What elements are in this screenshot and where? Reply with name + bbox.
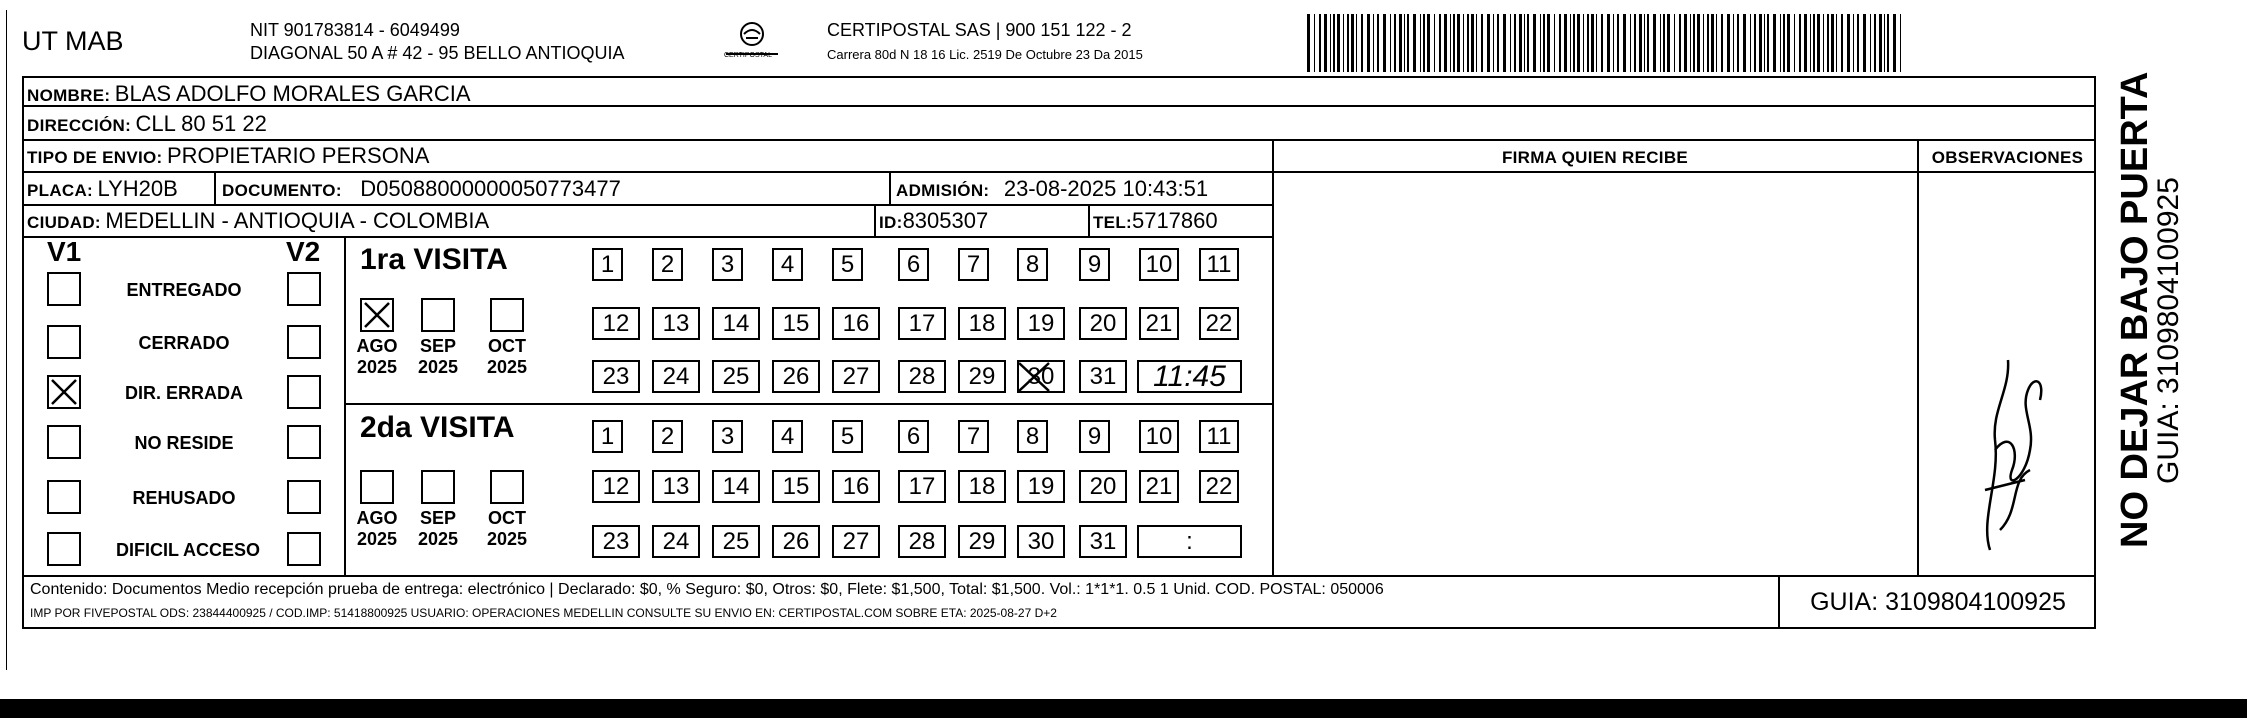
company-address: DIAGONAL 50 A # 42 - 95 BELLO ANTIOQUIA — [250, 43, 625, 63]
visit2-day-box[interactable]: 7 — [958, 420, 989, 453]
status-label: DIFICIL ACCESO — [115, 540, 260, 560]
visit1-day-box[interactable]: 22 — [1199, 307, 1239, 340]
visit2-month-label: SEP 2025 — [417, 508, 459, 549]
visit2-day-box[interactable]: 31 — [1079, 525, 1127, 558]
side-no-dejar: NO DEJAR BAJO PUERTA — [2114, 71, 2156, 548]
v1-checkbox[interactable] — [47, 425, 81, 459]
ciudad-label: CIUDAD: — [27, 213, 101, 232]
visit2-day-box[interactable]: 15 — [772, 470, 820, 503]
visit1-day-box[interactable]: 6 — [898, 248, 929, 281]
visit1-day-box[interactable]: 26 — [772, 360, 820, 393]
visit2-day-box[interactable]: 26 — [772, 525, 820, 558]
admision-value: 23-08-2025 10:43:51 — [1003, 176, 1209, 201]
v1-header: V1 — [47, 236, 82, 267]
footer-contenido: Contenido: Documentos Medio recepción prueba de entrega: electrónico | Declarado: $0, % Seguro: $0, Otros: $0, Flete: $1,500, Total: $1,500. Vol.: 1*1*1. 0.5 1 Unid. COD. POSTAL: 050006 — [30, 581, 1384, 598]
visit1-day-box[interactable]: 12 — [592, 307, 640, 340]
visit1-day-box[interactable]: 13 — [652, 307, 700, 340]
nombre-label: NOMBRE: — [27, 86, 111, 105]
visit2-month-box[interactable] — [360, 470, 394, 504]
recipient-signature — [1950, 330, 2060, 560]
visit2-day-box[interactable]: 18 — [958, 470, 1006, 503]
visit2-day-box[interactable]: 14 — [712, 470, 760, 503]
visit2-day-box[interactable]: 28 — [898, 525, 946, 558]
visit2-day-box[interactable]: 5 — [832, 420, 863, 453]
company-nit: NIT 901783814 - 6049499 — [250, 20, 460, 40]
visit2-day-box[interactable]: 20 — [1079, 470, 1127, 503]
visit1-day-box[interactable]: 11 — [1199, 248, 1239, 281]
barcode — [1305, 14, 1905, 72]
visit1-day-box[interactable]: 5 — [832, 248, 863, 281]
visit1-day-box[interactable]: 29 — [958, 360, 1006, 393]
visit1-day-box[interactable]: 19 — [1017, 307, 1065, 340]
id-value: 8305307 — [902, 208, 989, 233]
documento-row — [222, 176, 621, 202]
visit2-day-box[interactable]: 29 — [958, 525, 1006, 558]
visit1-day-box[interactable]: 7 — [958, 248, 989, 281]
visit2-month-box[interactable] — [421, 470, 455, 504]
visit1-month-label: SEP 2025 — [417, 336, 459, 377]
ciudad-value: MEDELLIN - ANTIOQUIA - COLOMBIA — [105, 208, 490, 233]
status-label: ENTREGADO — [126, 280, 242, 300]
visit1-day-box[interactable]: 23 — [592, 360, 640, 393]
visit1-month-label: AGO 2025 — [356, 336, 398, 377]
visit1-day-box[interactable]: 18 — [958, 307, 1006, 340]
visit2-day-box[interactable]: 13 — [652, 470, 700, 503]
visit1-day-box[interactable]: 16 — [832, 307, 880, 340]
visit1-day-box[interactable]: 31 — [1079, 360, 1127, 393]
visit1-day-box[interactable]: 9 — [1079, 248, 1110, 281]
visit2-day-box[interactable]: 23 — [592, 525, 640, 558]
visit2-month-label: AGO 2025 — [356, 508, 398, 549]
status-label: DIR. ERRADA — [124, 383, 243, 403]
visit1-day-box[interactable]: 3 — [712, 248, 743, 281]
visit2-day-box[interactable]: 19 — [1017, 470, 1065, 503]
v2-header: V2 — [286, 236, 321, 267]
visit2-day-box[interactable]: 11 — [1199, 420, 1239, 453]
nombre-row — [27, 81, 471, 107]
logo-caption: CERTIPOSTAL — [724, 52, 772, 59]
bottom-black-band — [0, 699, 2247, 718]
v2-checkbox[interactable] — [287, 425, 321, 459]
operator-name: CERTIPOSTAL SAS | 900 151 122 - 2 — [827, 20, 1132, 40]
operator-license: Carrera 80d N 18 16 Lic. 2519 De Octubre 23 Da 2015 — [827, 47, 1143, 62]
v1-checkbox[interactable] — [47, 272, 81, 306]
visit1-day-box[interactable]: 20 — [1079, 307, 1127, 340]
visit2-day-box[interactable]: 27 — [832, 525, 880, 558]
v1-checkbox[interactable] — [47, 532, 81, 566]
id-label: ID: — [879, 213, 903, 232]
observaciones-header: OBSERVACIONES — [1931, 148, 2084, 167]
tipo-value: PROPIETARIO PERSONA — [166, 143, 430, 168]
visit2-day-box[interactable]: 25 — [712, 525, 760, 558]
visit1-title: 1ra VISITA — [360, 243, 508, 276]
v2-checkbox[interactable] — [287, 375, 321, 409]
firma-header: FIRMA QUIEN RECIBE — [1501, 148, 1689, 167]
visit1-day-box[interactable]: 25 — [712, 360, 760, 393]
visit2-time-box[interactable]: : — [1137, 525, 1242, 558]
visit1-day-box[interactable]: 14 — [712, 307, 760, 340]
direccion-label: DIRECCIÓN: — [27, 116, 132, 135]
side-guia: GUIA: 3109804100925 — [2152, 177, 2185, 484]
visit1-day-box[interactable]: 30 — [1017, 360, 1065, 393]
visit2-title: 2da VISITA — [360, 411, 515, 444]
visit2-month-box[interactable] — [490, 470, 524, 504]
visit2-day-box[interactable]: 24 — [652, 525, 700, 558]
visit2-day-box[interactable]: 12 — [592, 470, 640, 503]
visit1-day-box[interactable]: 2 — [652, 248, 683, 281]
visit1-day-box[interactable]: 1 — [592, 248, 623, 281]
visit1-day-box[interactable]: 27 — [832, 360, 880, 393]
visit1-time-box[interactable]: 11:45 — [1137, 360, 1242, 393]
v2-checkbox[interactable] — [287, 325, 321, 359]
visit2-day-box[interactable]: 3 — [712, 420, 743, 453]
visit1-day-box[interactable]: 10 — [1139, 248, 1179, 281]
visit2-day-box[interactable]: 30 — [1017, 525, 1065, 558]
left-edge-line — [6, 10, 7, 670]
visit2-month-label: OCT 2025 — [486, 508, 528, 549]
placa-label: PLACA: — [27, 181, 94, 200]
certipostal-logo — [722, 20, 782, 68]
visit1-day-box[interactable]: 17 — [898, 307, 946, 340]
admision-label: ADMISIÓN: — [896, 181, 990, 200]
tel-label: TEL: — [1093, 213, 1132, 232]
footer-imp: IMP POR FIVEPOSTAL ODS: 23844400925 / COD.IMP: 51418800925 USUARIO: OPERACIONES MEDELLIN CONSULTE SU ENVIO EN: CERTIPOSTAL.COM SOBRE ETA: 2025-08-27 D+2 — [30, 606, 1057, 620]
v1-checkbox[interactable] — [47, 480, 81, 514]
tipo-label: TIPO DE ENVIO: — [27, 148, 163, 167]
v1-checkbox[interactable] — [47, 325, 81, 359]
visit2-day-box[interactable]: 6 — [898, 420, 929, 453]
footer-guia: GUIA: 3109804100925 — [1810, 588, 2066, 616]
visit1-day-box[interactable]: 28 — [898, 360, 946, 393]
visit2-day-box[interactable]: 22 — [1199, 470, 1239, 503]
status-label: NO RESIDE — [134, 433, 234, 453]
visit1-month-box[interactable] — [360, 298, 394, 332]
placa-row — [27, 176, 178, 202]
status-label: REHUSADO — [132, 488, 236, 508]
v1-checkbox[interactable] — [47, 375, 81, 409]
tipo-row — [27, 143, 429, 169]
visit2-day-box[interactable]: 16 — [832, 470, 880, 503]
v2-checkbox[interactable] — [287, 532, 321, 566]
documento-value: D05088000000050773477 — [360, 176, 621, 201]
direccion-row — [27, 111, 267, 137]
visit2-day-box[interactable]: 2 — [652, 420, 683, 453]
company-name: UT MAB — [22, 26, 124, 56]
visit2-day-box[interactable]: 1 — [592, 420, 623, 453]
visit2-day-box[interactable]: 17 — [898, 470, 946, 503]
status-label: CERRADO — [138, 333, 230, 353]
admision-row — [896, 176, 1208, 202]
visit2-day-box[interactable]: 10 — [1139, 420, 1179, 453]
tel-row — [1093, 208, 1218, 234]
ciudad-row — [27, 208, 489, 234]
v2-checkbox[interactable] — [287, 480, 321, 514]
visit1-month-box[interactable] — [421, 298, 455, 332]
visit2-day-box[interactable]: 21 — [1139, 470, 1179, 503]
visit1-day-box[interactable]: 4 — [772, 248, 803, 281]
visit2-day-box[interactable]: 8 — [1017, 420, 1048, 453]
documento-label: DOCUMENTO: — [222, 181, 342, 200]
tel-value: 5717860 — [1131, 208, 1218, 233]
visit2-day-box[interactable]: 9 — [1079, 420, 1110, 453]
nombre-value: BLAS ADOLFO MORALES GARCIA — [114, 81, 471, 106]
placa-value: LYH20B — [97, 176, 178, 201]
v2-checkbox[interactable] — [287, 272, 321, 306]
visit1-month-box[interactable] — [490, 298, 524, 332]
visit1-day-box[interactable]: 8 — [1017, 248, 1048, 281]
id-row — [879, 208, 988, 234]
direccion-value: CLL 80 51 22 — [135, 111, 267, 136]
visit1-month-label: OCT 2025 — [486, 336, 528, 377]
visit1-day-box[interactable]: 24 — [652, 360, 700, 393]
visit2-day-box[interactable]: 4 — [772, 420, 803, 453]
visit1-day-box[interactable]: 15 — [772, 307, 820, 340]
visit1-day-box[interactable]: 21 — [1139, 307, 1179, 340]
